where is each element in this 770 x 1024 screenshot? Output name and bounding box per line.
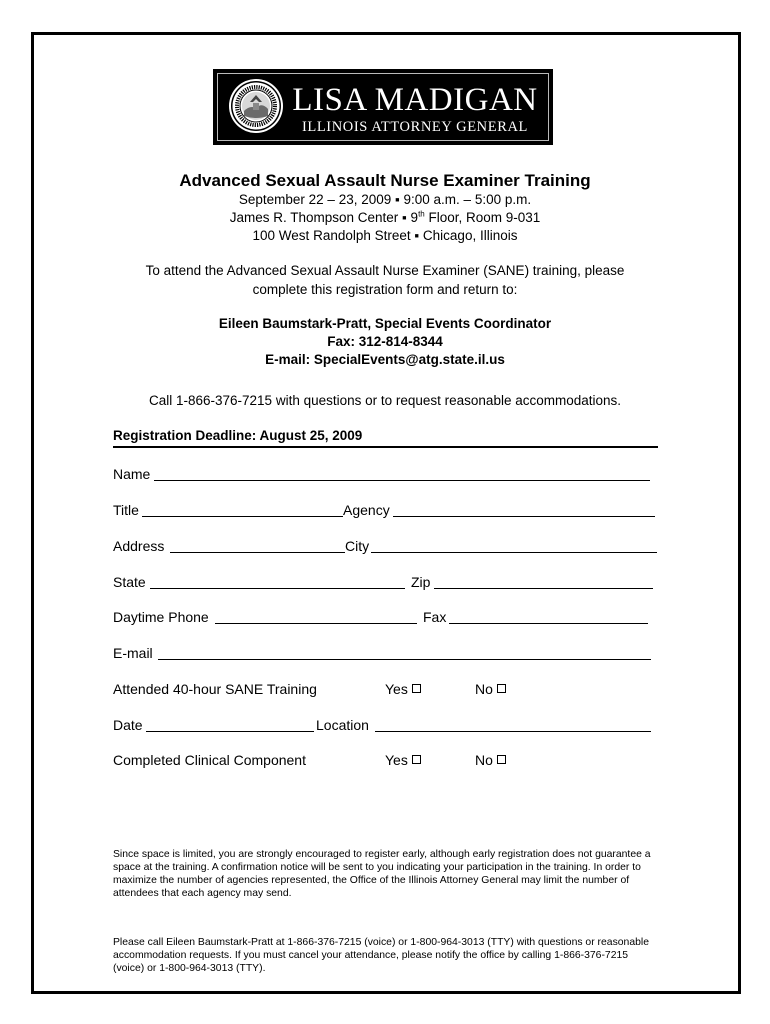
attended-no-checkbox[interactable] [497, 684, 506, 693]
contact-name: Eileen Baumstark-Pratt, Special Events Coordinator [218, 316, 552, 331]
event-title: Advanced Sexual Assault Nurse Examiner Training [179, 171, 591, 190]
contact-email: E-mail: SpecialEvents@atg.state.il.us [265, 352, 505, 367]
email-label: E-mail [113, 645, 153, 661]
name-label: Name [113, 466, 151, 482]
address-city-row [113, 537, 658, 557]
date-field[interactable] [146, 731, 314, 732]
event-venue [60, 210, 710, 225]
clinical-yes-label: Yes [385, 752, 408, 768]
fax-field[interactable] [449, 623, 648, 624]
title-label: Title [113, 502, 139, 518]
intro-line-1: To attend the Advanced Sexual Assault Nurse Examiner (SANE) training, please [145, 263, 625, 278]
location-label: Location [316, 717, 369, 733]
state-seal-icon [228, 78, 284, 134]
address-field[interactable] [170, 552, 345, 553]
title-agency-row [113, 501, 658, 521]
city-label: City [345, 538, 370, 554]
phone-fax-row [113, 608, 658, 628]
email-field[interactable] [158, 659, 651, 660]
clinical-component-label: Completed Clinical Component [113, 752, 306, 768]
event-address: 100 West Randolph Street ▪ Chicago, Illinois [252, 228, 518, 243]
clinical-yes-checkbox[interactable] [412, 755, 421, 764]
registration-deadline: Registration Deadline: August 25, 2009 [113, 428, 658, 448]
location-field[interactable] [375, 731, 651, 732]
address-label: Address [113, 538, 165, 554]
intro-line-2: complete this registration form and return to: [252, 282, 518, 297]
attended-training-row [113, 680, 658, 700]
title-field[interactable] [142, 516, 343, 517]
daytime-phone-field[interactable] [215, 623, 417, 624]
venue-prefix: James R. Thompson Center ▪ 9 [229, 210, 419, 225]
logo-title: ILLINOIS ATTORNEY GENERAL [301, 119, 529, 135]
venue-suffix: Floor, Room 9-031 [424, 210, 541, 225]
call-line: Call 1-866-376-7215 with questions or to request reasonable accommodations. [148, 393, 622, 408]
date-location-row [113, 716, 658, 736]
state-label: State [113, 574, 146, 590]
clinical-no-label: No [475, 752, 493, 768]
state-field[interactable] [150, 588, 405, 589]
name-field[interactable] [154, 480, 650, 481]
attended-yes-label: Yes [385, 681, 408, 697]
clinical-yes-option[interactable] [385, 751, 421, 769]
clinical-component-row [113, 751, 658, 771]
attended-no-option[interactable] [475, 680, 506, 698]
fax-label: Fax [423, 609, 447, 625]
registration-note: Since space is limited, you are strongly encouraged to register early, although early registration does not guarantee a space at the training. A confirmation notice will be sent to you indicating your participation in the training. In order to maximize the number of agencies represented, the Office of the Illinois Attorney General may limit the number of attendees that each agency may send. [113, 849, 651, 899]
attended-yes-checkbox[interactable] [412, 684, 421, 693]
date-label: Date [113, 717, 143, 733]
cancellation-note: Please call Eileen Baumstark-Pratt at 1-866-376-7215 (voice) or 1-800-964-3013 (TTY) with questions or reasonable accommodation requests. If you must cancel your attendance, please notify the office by calling 1-866-376-7215 (voice) or 1-800-964-3013 (TTY). [113, 937, 649, 974]
venue-floor-suffix: th [418, 209, 425, 219]
state-zip-row [113, 573, 658, 593]
attended-yes-option[interactable] [385, 680, 421, 698]
email-row [113, 644, 658, 664]
contact-fax: Fax: 312-814-8344 [327, 334, 443, 349]
agency-field[interactable] [393, 516, 655, 517]
attended-no-label: No [475, 681, 493, 697]
zip-field[interactable] [434, 588, 653, 589]
attorney-general-logo [213, 69, 553, 145]
clinical-no-option[interactable] [475, 751, 506, 769]
city-field[interactable] [371, 552, 657, 553]
daytime-phone-label: Daytime Phone [113, 609, 209, 625]
attended-training-label: Attended 40-hour SANE Training [113, 681, 317, 697]
name-row [113, 465, 658, 485]
clinical-no-checkbox[interactable] [497, 755, 506, 764]
event-dates: September 22 – 23, 2009 ▪ 9:00 a.m. – 5:00 p.m. [238, 192, 532, 207]
zip-label: Zip [411, 574, 431, 590]
agency-label: Agency [343, 502, 390, 518]
logo-name: LISA MADIGAN [292, 82, 538, 118]
